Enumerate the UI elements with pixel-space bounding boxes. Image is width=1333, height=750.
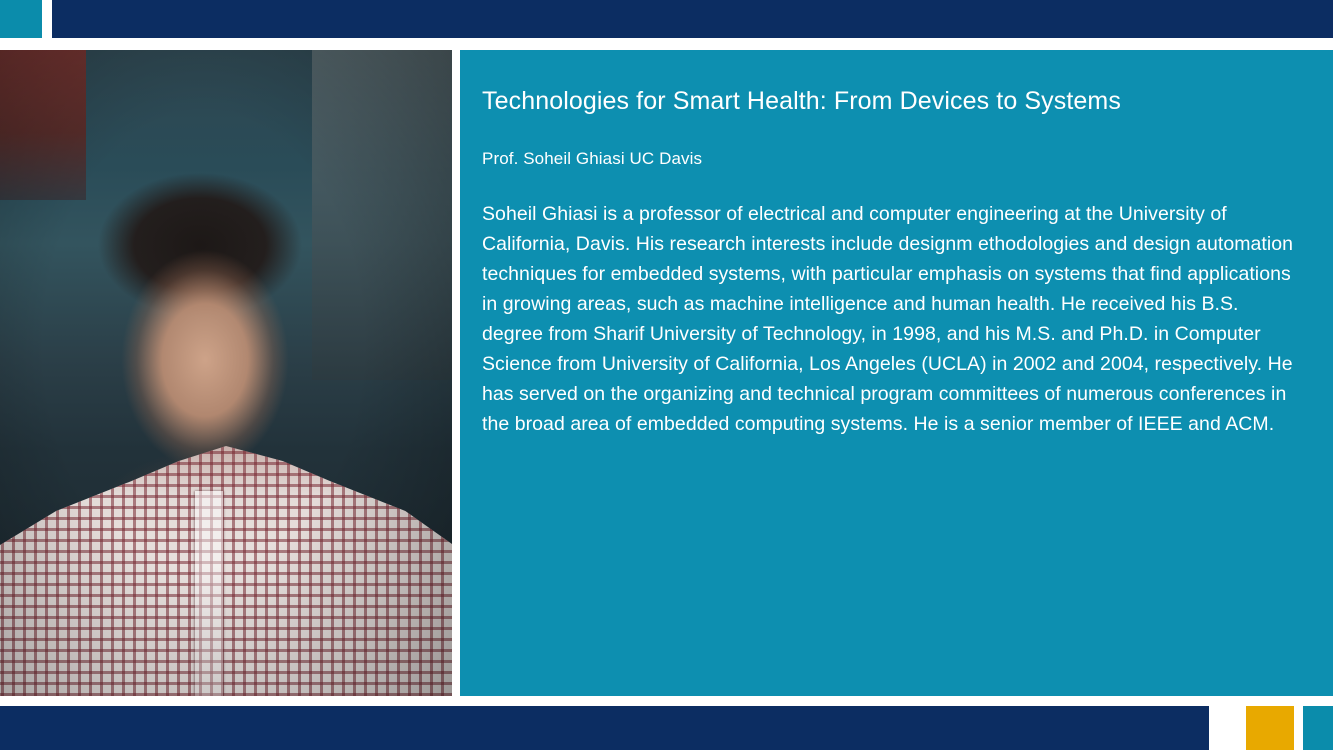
top-navy-bar <box>52 0 1333 38</box>
photo-vignette <box>0 50 452 696</box>
speaker-name: Prof. Soheil Ghiasi UC Davis <box>482 149 703 169</box>
speaker-bio: Soheil Ghiasi is a professor of electrical and computer engineering at the University of California, Davis. His research interests include designm ethodologies and design automation techniques for embedded systems, with particular emphasis on systems that find applications in growing areas, such as machine intelligence and human health. He received his B.S. degree from Sharif University of Technology, in 1998, and his M.S. and Ph.D. in Computer Science from University of California, Los Angeles (UCLA) in 2002 and 2004, respectively. He has served on the organizing and technical program committees of numerous conferences in the broad area of embedded computing systems. He is a senior member of IEEE and ACM. <box>482 203 1294 436</box>
bottom-gold-accent-block <box>1246 706 1294 750</box>
bottom-navy-bar <box>0 706 1209 750</box>
talk-info-panel <box>460 50 1333 696</box>
bottom-right-accent-block <box>1303 706 1333 750</box>
speaker-photo <box>0 50 452 696</box>
talk-title: Technologies for Smart Health: From Devices to Systems <box>482 87 1121 115</box>
top-left-accent-block <box>0 0 42 38</box>
